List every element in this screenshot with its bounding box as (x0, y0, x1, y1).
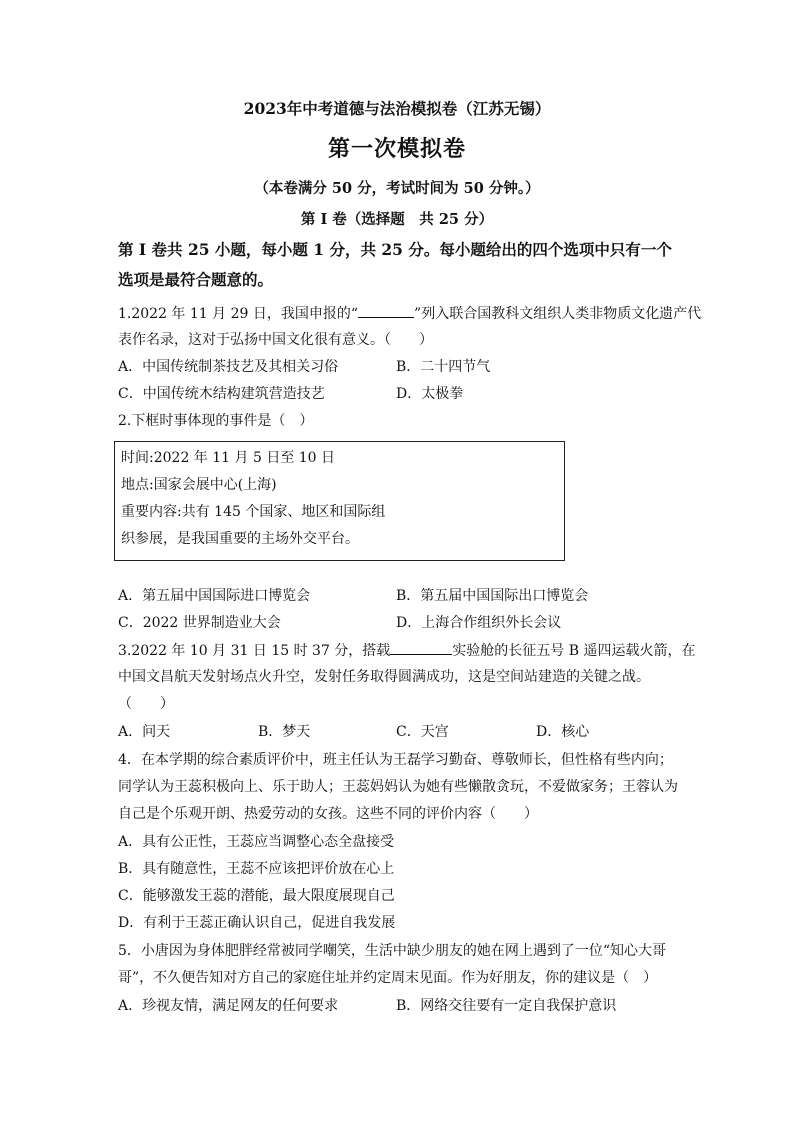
question-2-stem: 2.下框时事体现的事件是（ ） (118, 413, 314, 429)
question-4-stem-line-3: 自己是个乐观开朗、热爱劳动的女孩。这些不同的评价内容（ ） (118, 806, 538, 822)
question-1-option-d: D．太极拳 (396, 386, 464, 402)
exam-note: （本卷满分 50 分，考试时间为 50 分钟。） (254, 180, 540, 197)
question-2-option-c: C．2022 世界制造业大会 (118, 615, 281, 631)
question-5-stem-line-1: 5．小唐因为身体肥胖经常被同学嘲笑，生活中缺少朋友的她在网上遇到了一位“知心大哥 (118, 943, 667, 959)
question-3-stem-end: 实验舱的长征五号 B 遥四运载火箭，在 (452, 643, 696, 659)
question-1-option-c: C．中国传统木结构建筑营造技艺 (118, 386, 325, 402)
question-4-option-d: D．有利于王蕊正确认识自己，促进自我发展 (118, 915, 396, 931)
question-4-option-c: C．能够激发王蕊的潜能，最大限度展现自己 (118, 888, 395, 904)
question-3-option-c: C．天宫 (396, 724, 449, 740)
question-2-option-a: A．第五届中国国际进口博览会 (118, 588, 311, 604)
question-3-option-d: D．核心 (536, 724, 590, 740)
exam-title: 2023年中考道德与法治模拟卷（江苏无锡） (243, 99, 551, 118)
box-time: 时间:2022 年 11 月 5 日至 10 日 (121, 450, 336, 466)
question-3-stem-line-2: 中国文昌航天发射场点火升空，发射任务取得圆满成功，这是空间站建造的关键之战。 (118, 669, 650, 685)
box-place: 地点:国家会展中心(上海) (121, 477, 277, 493)
intro-line-1: 第 I 卷共 25 小题，每小题 1 分，共 25 分。每小题给出的四个选项中只有一个 (118, 240, 672, 259)
exam-subtitle: 第一次模拟卷 (327, 136, 466, 162)
question-3-stem-line-3: （ ） (118, 696, 174, 712)
question-1-stem-line-1 (118, 303, 701, 324)
question-1-option-a: A．中国传统制茶技艺及其相关习俗 (118, 359, 339, 375)
box-content-line-2: 织参展，是我国重要的主场外交平台。 (121, 531, 359, 547)
question-3-option-a: A．问天 (118, 724, 171, 740)
question-3-stem-line-1 (118, 640, 695, 661)
question-3-stem-start: 3.2022 年 10 月 31 日 15 时 37 分，搭载 (118, 643, 391, 659)
question-4-option-b: B．具有随意性，王蕊不应该把评价放在心上 (118, 861, 395, 877)
section-heading: 第 I 卷（选择题 共 25 分） (300, 211, 494, 228)
question-2-option-b: B．第五届中国国际出口博览会 (396, 588, 589, 604)
question-1-stem-start: 1.2022 年 11 月 29 日，我国申报的“ (118, 306, 359, 322)
question-5-option-a: A．珍视友情，满足网友的任何要求 (118, 998, 339, 1014)
question-1-stem-line-2: 表作名录，这对于弘扬中国文化很有意义。（ ） (118, 332, 433, 348)
answer-blank (358, 303, 414, 318)
question-5-option-b: B．网络交往要有一定自我保护意识 (396, 998, 617, 1014)
question-2-option-d: D．上海合作组织外长会议 (396, 615, 562, 631)
answer-blank (390, 640, 452, 655)
news-info-box (114, 441, 565, 561)
question-4-stem-line-1: 4．在本学期的综合素质评价中，班主任认为王磊学习勤奋、尊敬师长，但性格有些内向； (118, 752, 673, 768)
intro-line-2: 选项是最符合题意的。 (118, 270, 274, 289)
box-content-line-1: 重要内容:共有 145 个国家、地区和国际组 (121, 504, 386, 520)
question-1-stem-end: ”列入联合国教科文组织人类非物质文化遗产代 (414, 306, 702, 322)
question-4-stem-line-2: 同学认为王蕊积极向上、乐于助人；王蕊妈妈认为她有些懒散贪玩，不爱做家务；王蓉认为 (118, 779, 678, 795)
question-5-stem-line-2: 哥”，不久便告知对方自己的家庭住址并约定周末见面。作为好朋友，你的建议是（ ） (118, 970, 658, 986)
question-1-option-b: B．二十四节气 (396, 359, 491, 375)
question-4-option-a: A．具有公正性，王蕊应当调整心态全盘接受 (118, 834, 395, 850)
question-3-option-b: B．梦天 (258, 724, 311, 740)
